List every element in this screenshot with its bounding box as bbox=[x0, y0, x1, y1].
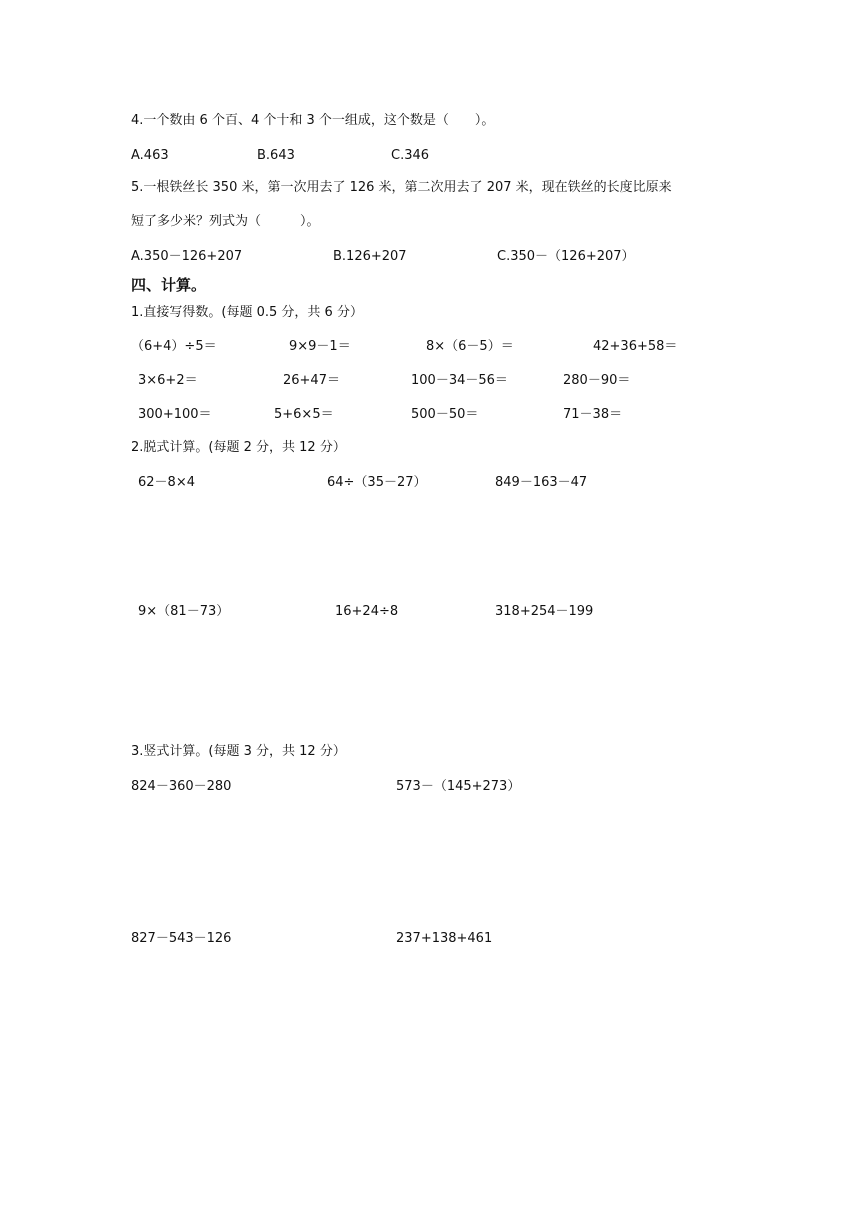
mental-calc-item: 3×6+2＝ bbox=[138, 373, 198, 388]
mental-calc-item: 42+36+58＝ bbox=[593, 339, 678, 354]
question-5-option-a: A.350－126+207 bbox=[131, 249, 243, 264]
section-4-heading: 四、计算。 bbox=[131, 276, 207, 294]
question-5-option-b: B.126+207 bbox=[333, 249, 407, 264]
step-calc-item: 849－163－47 bbox=[495, 475, 588, 490]
question-4-option-b: B.643 bbox=[257, 148, 295, 163]
vertical-calc-item: 824－360－280 bbox=[131, 779, 232, 794]
part-1-title: 1.直接写得数。(每题 0.5 分，共 6 分） bbox=[131, 305, 363, 320]
mental-calc-item: 5+6×5＝ bbox=[274, 407, 334, 422]
vertical-calc-item: 237+138+461 bbox=[396, 931, 493, 946]
question-5-stem-line1: 5.一根铁丝长 350 米，第一次用去了 126 米，第二次用去了 207 米，现在铁丝的长度比原来 bbox=[131, 180, 672, 195]
mental-calc-item: 8×（6－5）＝ bbox=[426, 339, 514, 354]
question-5-stem-line2: 短了多少米？列式为（ ）。 bbox=[131, 214, 320, 229]
question-4-option-a: A.463 bbox=[131, 148, 169, 163]
step-calc-item: 62－8×4 bbox=[138, 475, 195, 490]
part-2-title: 2.脱式计算。(每题 2 分，共 12 分） bbox=[131, 440, 346, 455]
step-calc-item: 64÷（35－27） bbox=[327, 475, 427, 490]
vertical-calc-item: 573－（145+273） bbox=[396, 779, 521, 794]
mental-calc-item: 26+47＝ bbox=[283, 373, 340, 388]
vertical-calc-item: 827－543－126 bbox=[131, 931, 232, 946]
part-3-title: 3.竖式计算。(每题 3 分，共 12 分） bbox=[131, 744, 346, 759]
mental-calc-item: 300+100＝ bbox=[138, 407, 212, 422]
mental-calc-item: 9×9－1＝ bbox=[289, 339, 351, 354]
question-4-stem: 4.一个数由 6 个百、4 个十和 3 个一组成，这个数是（ ）。 bbox=[131, 113, 495, 128]
mental-calc-item: 71－38＝ bbox=[563, 407, 623, 422]
question-4-option-c: C.346 bbox=[391, 148, 430, 163]
mental-calc-item: 500－50＝ bbox=[411, 407, 479, 422]
step-calc-item: 9×（81－73） bbox=[138, 604, 230, 619]
mental-calc-item: 280－90＝ bbox=[563, 373, 631, 388]
step-calc-item: 318+254－199 bbox=[495, 604, 594, 619]
step-calc-item: 16+24÷8 bbox=[335, 604, 399, 619]
mental-calc-item: 100－34－56＝ bbox=[411, 373, 508, 388]
question-5-option-c: C.350－（126+207） bbox=[497, 249, 635, 264]
mental-calc-item: （6+4）÷5＝ bbox=[131, 339, 217, 354]
